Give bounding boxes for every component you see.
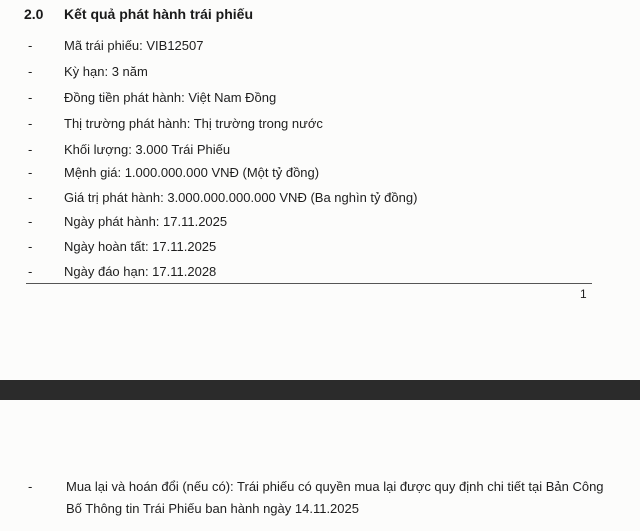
list-item-text: Thị trường phát hành: Thị trường trong nước	[64, 116, 323, 131]
list-item-text: Kỳ hạn: 3 năm	[64, 64, 148, 79]
list-item-text: Giá trị phát hành: 3.000.000.000.000 VNĐ (Ba nghìn tỷ đồng)	[64, 190, 418, 205]
list-item-text: Khối lượng: 3.000 Trái Phiếu	[64, 142, 231, 157]
bullet-dash: -	[28, 116, 33, 131]
bullet-dash: -	[28, 64, 33, 79]
section-title: Kết quả phát hành trái phiếu	[64, 6, 254, 22]
bullet-dash: -	[28, 190, 33, 205]
bullet-dash: -	[28, 38, 33, 53]
page-separator	[0, 380, 640, 400]
bullet-dash: -	[28, 142, 33, 157]
list-item-text: Mệnh giá: 1.000.000.000 VNĐ (Một tỷ đồng)	[64, 165, 320, 180]
bullet-dash: -	[28, 479, 33, 494]
footer-divider	[26, 283, 592, 284]
bullet-dash: -	[28, 165, 33, 180]
bullet-dash: -	[28, 90, 33, 105]
bullet-dash: -	[28, 264, 33, 279]
bullet-dash: -	[28, 214, 33, 229]
bullet-dash: -	[28, 239, 33, 254]
list-item-text: Mã trái phiếu: VIB12507	[64, 38, 204, 53]
section-number: 2.0	[24, 6, 44, 22]
list-item-text: Ngày phát hành: 17.11.2025	[64, 214, 228, 229]
list-item-text: Ngày hoàn tất: 17.11.2025	[64, 239, 217, 254]
list-item-text: Đồng tiền phát hành: Việt Nam Đồng	[64, 90, 277, 105]
page-number: 1	[580, 287, 587, 301]
list-item-text: Mua lại và hoán đổi (nếu có): Trái phiếu có quyền mua lại được quy định chi tiết tại Bản Công Bố Thông tin Trái Phiếu ban hành ngày 14.11.2025	[66, 479, 604, 516]
list-item-text: Ngày đáo hạn: 17.11.2028	[64, 264, 217, 279]
